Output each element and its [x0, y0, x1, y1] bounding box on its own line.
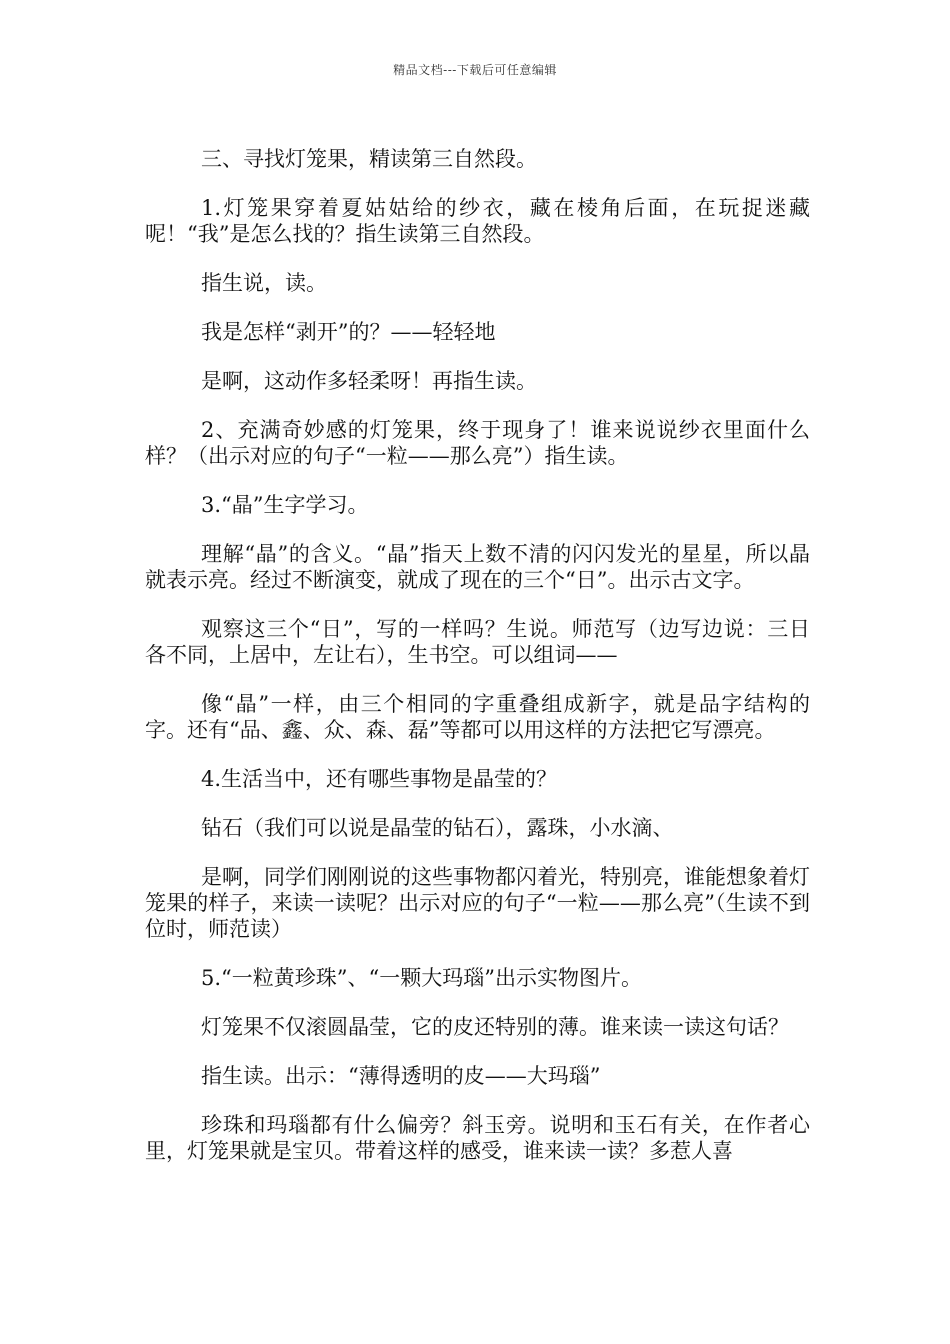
paragraph: 三、寻找灯笼果，精读第三自然段。: [201, 147, 537, 171]
paragraph: 是啊，同学们刚刚说的这些事物都闪着光，特别亮，谁能想象着灯笼果的样子，来读一读呢？出示对应的句子“一粒——那么亮”（生读不到位时，师范读）: [145, 865, 810, 941]
paragraph: 我是怎样“剥开”的？——轻轻地: [201, 320, 496, 344]
paragraph: 指生说，读。: [201, 271, 327, 295]
paragraph: 4.生活当中，还有哪些事物是晶莹的？: [201, 767, 558, 791]
paragraph: 灯笼果不仅滚圆晶莹，它的皮还特别的薄。谁来读一读这句话？: [201, 1015, 789, 1039]
paragraph: 钻石（我们可以说是晶莹的钻石），露珠，小水滴、: [201, 816, 674, 840]
paragraph: 5.“一粒黄珍珠”、“一颗大玛瑙”出示实物图片。: [201, 966, 642, 990]
paragraph: 珍珠和玛瑙都有什么偏旁？斜玉旁。说明和玉石有关，在作者心里，灯笼果就是宝贝。带着这样的感受，谁来读一读？多惹人喜: [145, 1113, 810, 1163]
paragraph: 3.“晶”生字学习。: [201, 493, 369, 517]
paragraph: 观察这三个“日”，写的一样吗？生说。师范写（边写边说：三日各不同，上居中，左让右），生书空。可以组词——: [145, 617, 810, 667]
paragraph: 1.灯笼果穿着夏姑姑给的纱衣，藏在棱角后面，在玩捉迷藏呢！“我”是怎么找的？指生读第三自然段。: [145, 196, 810, 246]
document-body: [145, 146, 810, 1187]
page-header: 精品文档---下载后可任意编辑: [393, 63, 557, 77]
paragraph: 理解“晶”的含义。“晶”指天上数不清的闪闪发光的星星，所以晶就表示亮。经过不断演变，就成了现在的三个“日”。出示古文字。: [145, 542, 810, 592]
paragraph: 是啊，这动作多轻柔呀！再指生读。: [201, 369, 537, 393]
paragraph: 像“晶”一样，由三个相同的字重叠组成新字，就是品字结构的字。还有“品、鑫、众、森、磊”等都可以用这样的方法把它写漂亮。: [145, 692, 810, 742]
paragraph: 指生读。出示：“薄得透明的皮——大玛瑙”: [201, 1064, 601, 1088]
paragraph: 2、充满奇妙感的灯笼果，终于现身了！谁来说说纱衣里面什么样？（出示对应的句子“一粒——那么亮”）指生读。: [145, 418, 810, 468]
